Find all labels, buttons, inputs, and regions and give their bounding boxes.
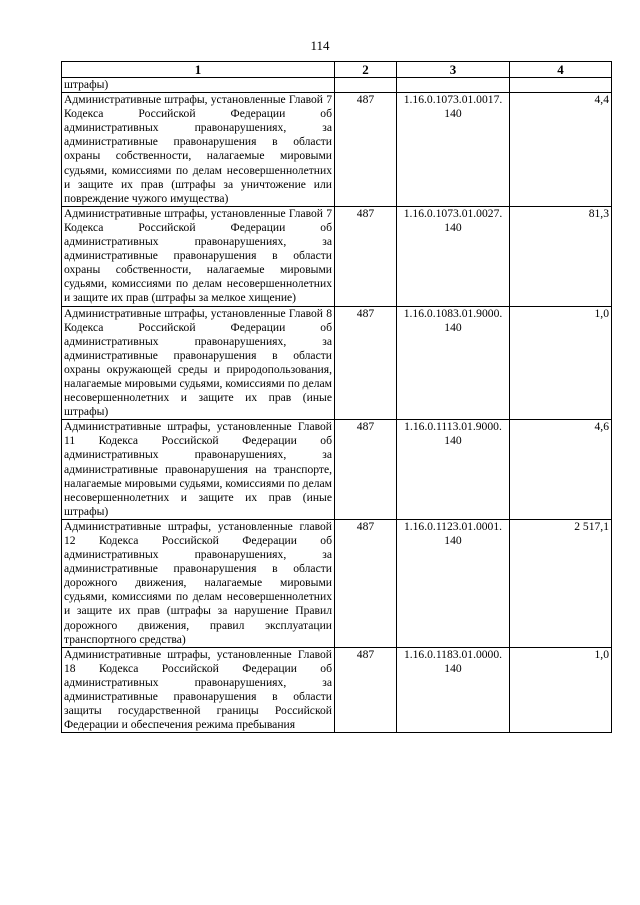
row-code-line2: 140	[444, 434, 462, 448]
row-amount: 4,6	[510, 420, 612, 520]
column-header-2: 2	[335, 62, 397, 78]
column-header-1: 1	[62, 62, 335, 78]
table-row	[62, 206, 612, 306]
row-code-line1: 1.16.0.1073.01.0027.	[403, 206, 503, 220]
row-budget-code	[397, 306, 510, 420]
column-header-4: 4	[510, 62, 612, 78]
empty-cell	[510, 78, 612, 93]
row-code-line2: 140	[444, 661, 462, 675]
row-code-line2: 140	[444, 533, 462, 547]
row-description: Административные штрафы, установленные Главой 11 Кодекса Российской Федерации об административных правонарушениях, за административные правонарушения на транспорте, налагаемые мировыми судьями, комиссиями по делам несовершеннолетних и защите их прав (иные штрафы)	[62, 420, 335, 520]
row-description: Административные штрафы, установленные Главой 8 Кодекса Российской Федерации об административных правонарушениях, за административные правонарушения в области охраны окружающей среды и природопользования, налагаемые мировыми судьями, комиссиями по делам несовершеннолетних и защите их прав (иные штрафы)	[62, 306, 335, 420]
table-row-continuation	[62, 78, 612, 93]
table-row	[62, 647, 612, 733]
row-admin-code: 487	[335, 519, 397, 647]
row-description: Административные штрафы, установленные Главой 7 Кодекса Российской Федерации об административных правонарушениях, за административные правонарушения в области охраны собственности, налагаемые мировыми судьями, комиссиями по делам несовершеннолетних и защите их прав (штрафы за уничтожение или повреждение чужого имущества)	[62, 93, 335, 207]
table-row	[62, 420, 612, 520]
row-code-line2: 140	[444, 107, 462, 121]
page-number: 114	[310, 38, 330, 53]
row-budget-code	[397, 420, 510, 520]
empty-cell	[335, 78, 397, 93]
row-amount: 1,0	[510, 306, 612, 420]
row-admin-code: 487	[335, 93, 397, 207]
table-row	[62, 306, 612, 420]
row-budget-code	[397, 206, 510, 306]
header-row	[62, 62, 612, 78]
row-code-line1: 1.16.0.1083.01.9000.	[403, 306, 503, 320]
row-code-line1: 1.16.0.1183.01.0000.	[403, 647, 503, 661]
row-admin-code: 487	[335, 647, 397, 733]
row-code-line2: 140	[444, 320, 462, 334]
row-code-line2: 140	[444, 220, 462, 234]
row-budget-code	[397, 93, 510, 207]
row-amount: 4,4	[510, 93, 612, 207]
table-row	[62, 93, 612, 207]
row-admin-code: 487	[335, 420, 397, 520]
row-description: Административные штрафы, установленные главой 12 Кодекса Российской Федерации об административных правонарушениях, за административные правонарушения в области дорожного движения, налагаемые мировыми судьями, комиссиями по делам несовершеннолетних и защите их прав (штрафы за нарушение Правил дорожного движения, правил эксплуатации транспортного средства)	[62, 519, 335, 647]
row-code-line1: 1.16.0.1123.01.0001.	[403, 519, 503, 533]
row-admin-code: 487	[335, 206, 397, 306]
column-header-3: 3	[397, 62, 510, 78]
table-row	[62, 519, 612, 647]
row-admin-code: 487	[335, 306, 397, 420]
row-amount: 1,0	[510, 647, 612, 733]
row-description: Административные штрафы, установленные Главой 7 Кодекса Российской Федерации об административных правонарушениях, за административные правонарушения в области охраны собственности, налагаемые мировыми судьями, комиссиями по делам несовершеннолетних и защите их прав (штрафы за мелкое хищение)	[62, 206, 335, 306]
row-budget-code	[397, 519, 510, 647]
continuation-text: штрафы)	[62, 78, 335, 93]
budget-table	[61, 61, 612, 733]
row-budget-code	[397, 647, 510, 733]
row-amount: 81,3	[510, 206, 612, 306]
row-code-line1: 1.16.0.1073.01.0017.	[403, 93, 503, 107]
row-description: Административные штрафы, установленные Главой 18 Кодекса Российской Федерации об административных правонарушениях, за административные правонарушения в области защиты государственной границы Российской Федерации и обеспечения режима пребывания	[62, 647, 335, 733]
empty-cell	[397, 78, 510, 93]
row-amount: 2 517,1	[510, 519, 612, 647]
row-code-line1: 1.16.0.1113.01.9000.	[404, 420, 502, 434]
